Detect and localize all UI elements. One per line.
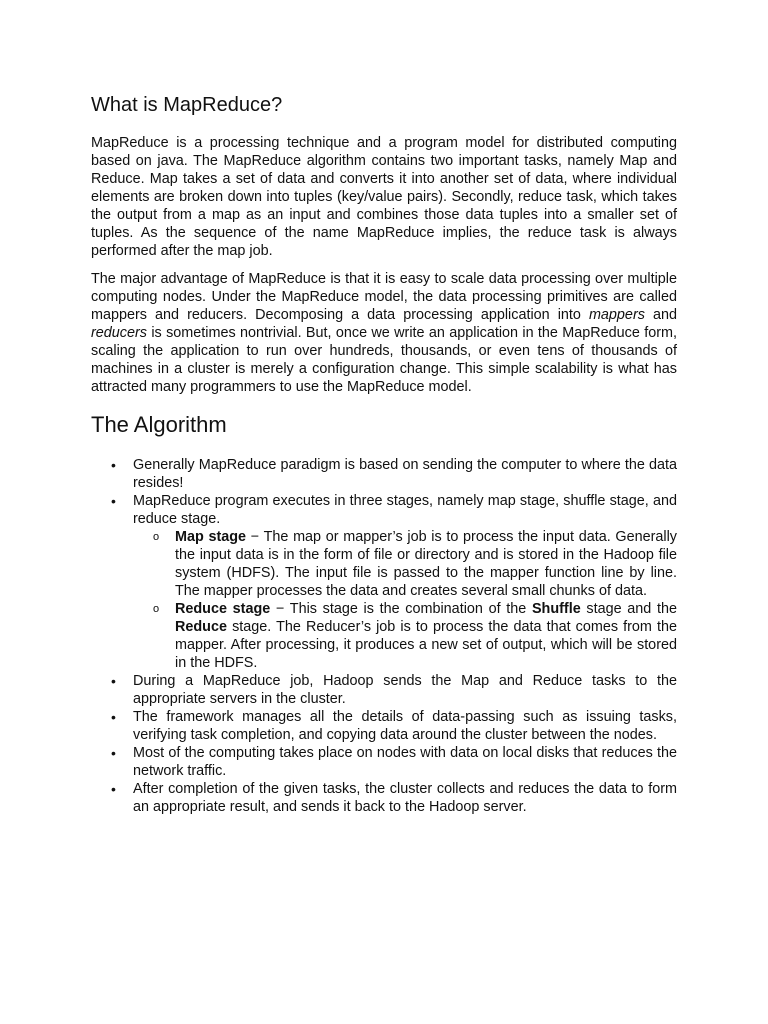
list-item-text: Generally MapReduce paradigm is based on sending the computer to where the data resides! [133,457,677,491]
reduce-stage-text-2: stage and the [580,601,677,617]
list-item-text: After completion of the given tasks, the cluster collects and reduces the data to form an appropriate result, and sends it back to the Hadoop server. [133,781,677,815]
list-item [91,456,677,492]
paragraph-intro: MapReduce is a processing technique and a program model for distributed computing based on java. The MapReduce algorithm contains two important tasks, namely Map and Reduce. Map takes a set of data and converts it into another set of data, where individual elements are broken down into tuples (key/value pairs). Secondly, reduce task, which takes the output from a map as an input and combines those data tuples into a smaller set of tuples. As the sequence of the name MapReduce implies, the reduce task is always performed after the map job. [91,135,677,259]
sub-list-item-map-stage [133,528,677,600]
circle-bullet-icon: o [153,531,160,543]
bullet-icon: • [111,457,116,473]
list-item [91,672,677,708]
list-item-text: During a MapReduce job, Hadoop sends the Map and Reduce tasks to the appropriate servers in the cluster. [133,673,677,707]
reduce-stage-label: Reduce stage [175,601,271,617]
reduce-bold: Reduce [175,619,227,635]
reduce-stage-text-1: − This stage is the combination of the [270,601,532,617]
bullet-icon: • [111,709,116,725]
bullet-icon: • [111,745,116,761]
circle-bullet-icon: o [153,603,160,615]
heading-the-algorithm: The Algorithm [91,412,227,437]
bullet-icon: • [111,493,116,509]
algorithm-bullet-list [91,456,677,816]
list-item-text: Most of the computing takes place on nodes with data on local disks that reduces the network traffic. [133,745,677,779]
map-stage-label: Map stage [175,529,247,545]
document-body [91,92,677,816]
list-item-text: MapReduce program executes in three stages, namely map stage, shuffle stage, and reduce stage. [133,493,677,527]
italic-reducers: reducers [91,325,147,341]
list-item [91,492,677,672]
paragraph-advantage-text-2: and [644,307,677,323]
list-item [91,708,677,744]
bullet-icon: • [111,781,116,797]
reduce-stage-text-3: stage. The Reducer’s job is to process the data that comes from the mapper. After processing, it produces a new set of output, which will be stored in the HDFS. [175,619,677,671]
paragraph-advantage-text-3: is sometimes nontrivial. But, once we write an application in the MapReduce form, scaling the application to run over hundreds, thousands, or even tens of thousands of machines in a cluster is merely a configuration change. This simple scalability is what has attracted many programmers to use the MapReduce model. [91,325,677,395]
italic-mappers: mappers [588,307,645,323]
sub-list-item-reduce-stage [133,600,677,672]
list-item-text: The framework manages all the details of data-passing such as issuing tasks, verifying task completion, and copying data around the cluster between the nodes. [133,709,677,743]
list-item [91,780,677,816]
list-item [91,744,677,780]
stage-sub-list [133,528,677,672]
paragraph-advantage [91,270,677,396]
shuffle-bold: Shuffle [531,601,581,617]
paragraph-advantage-text-1: The major advantage of MapReduce is that it is easy to scale data processing over multiple computing nodes. Under the MapReduce model, the data processing primitives are called mappers and reducers. Decomposing a data processing application into [91,271,677,323]
bullet-icon: • [111,673,116,689]
heading-what-is-mapreduce: What is MapReduce? [91,94,283,116]
map-stage-text: − The map or mapper’s job is to process the input data. Generally the input data is in the form of file or directory and is stored in the Hadoop file system (HDFS). The input file is passed to the mapper function line by line. The mapper processes the data and creates several small chunks of data. [175,529,677,599]
